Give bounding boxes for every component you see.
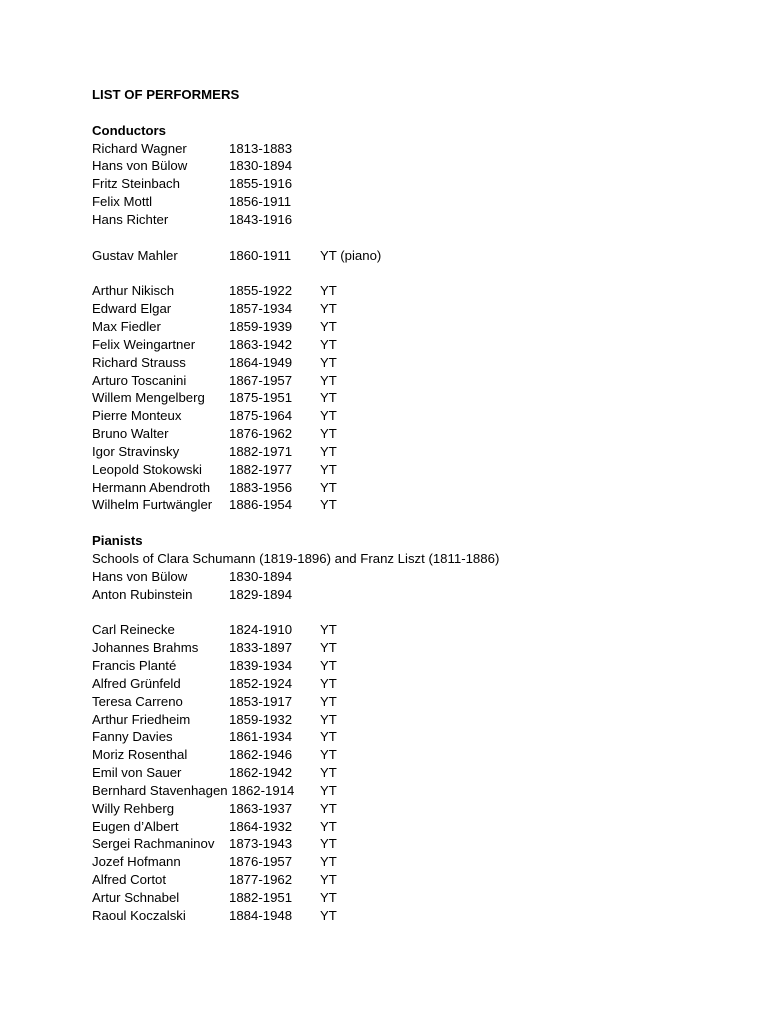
performer-row — [92, 157, 732, 175]
performer-note: YT — [320, 461, 337, 477]
performer-years: 1852-1924 — [229, 675, 293, 691]
performer-row — [92, 568, 732, 586]
performer-name: Raoul Koczalski — [92, 907, 186, 923]
performer-note: YT — [320, 854, 337, 870]
performer-years: 1862-1942 — [229, 765, 293, 781]
section-subheading: Schools of Clara Schumann (1819-1896) and Franz Liszt (1811-1886) — [92, 550, 500, 566]
performer-note: YT — [320, 782, 337, 798]
performer-name: Jozef Hofmann — [92, 854, 181, 870]
performer-name: Carl Reinecke — [92, 622, 175, 638]
performer-years: 1863-1942 — [229, 336, 293, 352]
performer-name: Sergei Rachmaninov — [92, 836, 215, 852]
performer-years: 1882-1977 — [229, 461, 293, 477]
performer-name: Richard Strauss — [92, 354, 186, 370]
performer-note: YT — [320, 354, 337, 370]
performer-name: Bruno Walter — [92, 426, 169, 442]
performer-row — [92, 818, 732, 836]
performer-years: 1833-1897 — [229, 640, 293, 656]
performer-note: YT — [320, 729, 337, 745]
performer-years: 1877-1962 — [229, 872, 293, 888]
performer-name: Francis Planté — [92, 658, 177, 673]
performer-row — [92, 586, 732, 604]
performer-row — [92, 407, 732, 425]
performer-row — [92, 372, 732, 390]
performer-row — [92, 300, 732, 318]
performer-name: Bernhard Stavenhagen 1862-1914 — [92, 782, 295, 798]
performer-note: YT — [320, 765, 337, 781]
performer-note: YT — [320, 889, 337, 905]
performer-note: YT — [320, 479, 337, 495]
performer-years: 1886-1954 — [229, 497, 293, 513]
performer-row — [92, 247, 732, 265]
performer-row — [92, 479, 732, 497]
performer-name: Gustav Mahler — [92, 247, 178, 263]
performer-name: Hans von Bülow — [92, 158, 188, 174]
performer-note: YT — [320, 336, 337, 352]
performer-years: 1863-1937 — [229, 800, 293, 816]
performer-years: 1876-1957 — [229, 854, 293, 870]
performer-years: 1864-1932 — [229, 818, 293, 834]
performer-row — [92, 282, 732, 300]
performer-name: Igor Stravinsky — [92, 443, 180, 459]
performer-years: 1855-1922 — [229, 283, 293, 299]
performer-years: 1873-1943 — [229, 836, 293, 852]
performer-name: Max Fiedler — [92, 318, 161, 334]
performer-name: Richard Wagner — [92, 140, 187, 156]
performer-row — [92, 140, 732, 158]
performer-years: 1856-1911 — [229, 194, 292, 210]
performer-years: 1882-1951 — [229, 889, 293, 905]
spacer — [92, 104, 732, 122]
performer-years: 1876-1962 — [229, 426, 293, 442]
performer-note: YT — [320, 443, 337, 459]
performer-note: YT — [320, 426, 337, 442]
performer-note: YT — [320, 711, 337, 727]
performer-note: YT — [320, 318, 337, 334]
performer-years: 1859-1932 — [229, 711, 293, 727]
performer-note: YT — [320, 693, 337, 709]
performer-years: 1860-1911 — [229, 247, 292, 263]
performer-name: Arturo Toscanini — [92, 372, 187, 388]
performer-note: YT — [320, 907, 337, 923]
performer-name: Hans Richter — [92, 211, 169, 227]
performer-note: YT — [320, 872, 337, 888]
performer-years: 1884-1948 — [229, 907, 293, 923]
performer-row — [92, 711, 732, 729]
performer-years: 1839-1934 — [229, 658, 293, 673]
performer-row — [92, 800, 732, 818]
performer-name: Leopold Stokowski — [92, 461, 202, 477]
performer-years: 1861-1934 — [229, 729, 293, 745]
performer-years: 1829-1894 — [229, 586, 293, 602]
performer-name: Alfred Grünfeld — [92, 675, 181, 691]
performer-name: Arthur Nikisch — [92, 283, 175, 299]
document-title: LIST OF PERFORMERS — [92, 87, 240, 102]
performer-years: 1867-1957 — [229, 372, 293, 388]
performer-note: YT — [320, 658, 337, 673]
performer-row — [92, 746, 732, 764]
performer-years: 1857-1934 — [229, 301, 293, 317]
performer-note: YT — [320, 390, 337, 406]
performer-row — [92, 496, 732, 514]
performer-name: Fritz Steinbach — [92, 176, 180, 192]
spacer — [92, 229, 732, 247]
performer-name: Fanny Davies — [92, 729, 173, 745]
performer-name: Wilhelm Furtwängler — [92, 497, 213, 513]
performer-name: Felix Mottl — [92, 194, 153, 210]
performer-years: 1875-1964 — [229, 408, 293, 424]
performer-name: Artur Schnabel — [92, 889, 180, 905]
performer-years: 1830-1894 — [229, 568, 293, 584]
performer-years: 1830-1894 — [229, 158, 293, 174]
performer-name: Willem Mengelberg — [92, 390, 205, 406]
performer-years: 1882-1971 — [229, 443, 293, 459]
performer-row — [92, 764, 732, 782]
performer-years: 1813-1883 — [229, 140, 293, 156]
section-conductors — [92, 122, 732, 532]
performer-row — [92, 354, 732, 372]
performer-name: Alfred Cortot — [92, 872, 167, 888]
performer-name: Hans von Bülow — [92, 568, 188, 584]
performer-row — [92, 443, 732, 461]
performer-years: 1864-1949 — [229, 354, 293, 370]
performer-row — [92, 193, 732, 211]
performer-name: Arthur Friedheim — [92, 711, 191, 727]
performer-name: Teresa Carreno — [92, 693, 183, 709]
performer-note: YT — [320, 675, 337, 691]
performer-row — [92, 889, 732, 907]
performer-row — [92, 318, 732, 336]
performer-name: Johannes Brahms — [92, 640, 199, 656]
performer-row — [92, 461, 732, 479]
performer-years: 1824-1910 — [229, 622, 293, 638]
performer-row — [92, 336, 732, 354]
performer-row — [92, 621, 732, 639]
performer-name: Edward Elgar — [92, 301, 172, 317]
section-heading: Pianists — [92, 533, 143, 549]
performer-row — [92, 657, 732, 675]
performer-note: YT — [320, 372, 337, 388]
performer-note: YT — [320, 497, 337, 513]
section-pianists — [92, 532, 732, 925]
performer-note: YT (piano) — [320, 247, 382, 263]
performer-note: YT — [320, 301, 337, 317]
performer-row — [92, 907, 732, 925]
performer-name: Willy Rehberg — [92, 800, 175, 816]
performer-row — [92, 693, 732, 711]
performer-name: Eugen d’Albert — [92, 818, 179, 834]
performer-row — [92, 425, 732, 443]
performer-years: 1862-1946 — [229, 747, 293, 763]
performer-years: 1859-1939 — [229, 318, 293, 334]
performer-row — [92, 782, 732, 800]
performer-note: YT — [320, 283, 337, 299]
spacer — [92, 264, 732, 282]
performer-name: Hermann Abendroth — [92, 479, 211, 495]
performer-years: 1853-1917 — [229, 693, 293, 709]
performer-note: YT — [320, 622, 337, 638]
performer-name: Felix Weingartner — [92, 336, 196, 352]
performer-note: YT — [320, 408, 337, 424]
performer-years: 1843-1916 — [229, 211, 293, 227]
performer-name: Anton Rubinstein — [92, 586, 193, 602]
performer-name: Moriz Rosenthal — [92, 747, 188, 763]
spacer — [92, 514, 732, 532]
performer-row — [92, 175, 732, 193]
performer-note: YT — [320, 836, 337, 852]
performer-row — [92, 639, 732, 657]
performer-name: Emil von Sauer — [92, 765, 182, 781]
performer-row — [92, 853, 732, 871]
performer-note: YT — [320, 800, 337, 816]
spacer — [92, 603, 732, 621]
sections-container — [92, 122, 732, 925]
performer-name: Pierre Monteux — [92, 408, 182, 424]
performer-row — [92, 389, 732, 407]
performer-row — [92, 675, 732, 693]
performer-years: 1875-1951 — [229, 390, 293, 406]
performer-row — [92, 728, 732, 746]
section-heading: Conductors — [92, 122, 166, 138]
performer-row — [92, 835, 732, 853]
performer-years: 1855-1916 — [229, 176, 293, 192]
performer-row — [92, 211, 732, 229]
performer-years: 1883-1956 — [229, 479, 293, 495]
performer-row — [92, 871, 732, 889]
document-page — [92, 86, 732, 925]
performer-note: YT — [320, 747, 337, 763]
performer-note: YT — [320, 818, 337, 834]
performer-note: YT — [320, 640, 337, 656]
